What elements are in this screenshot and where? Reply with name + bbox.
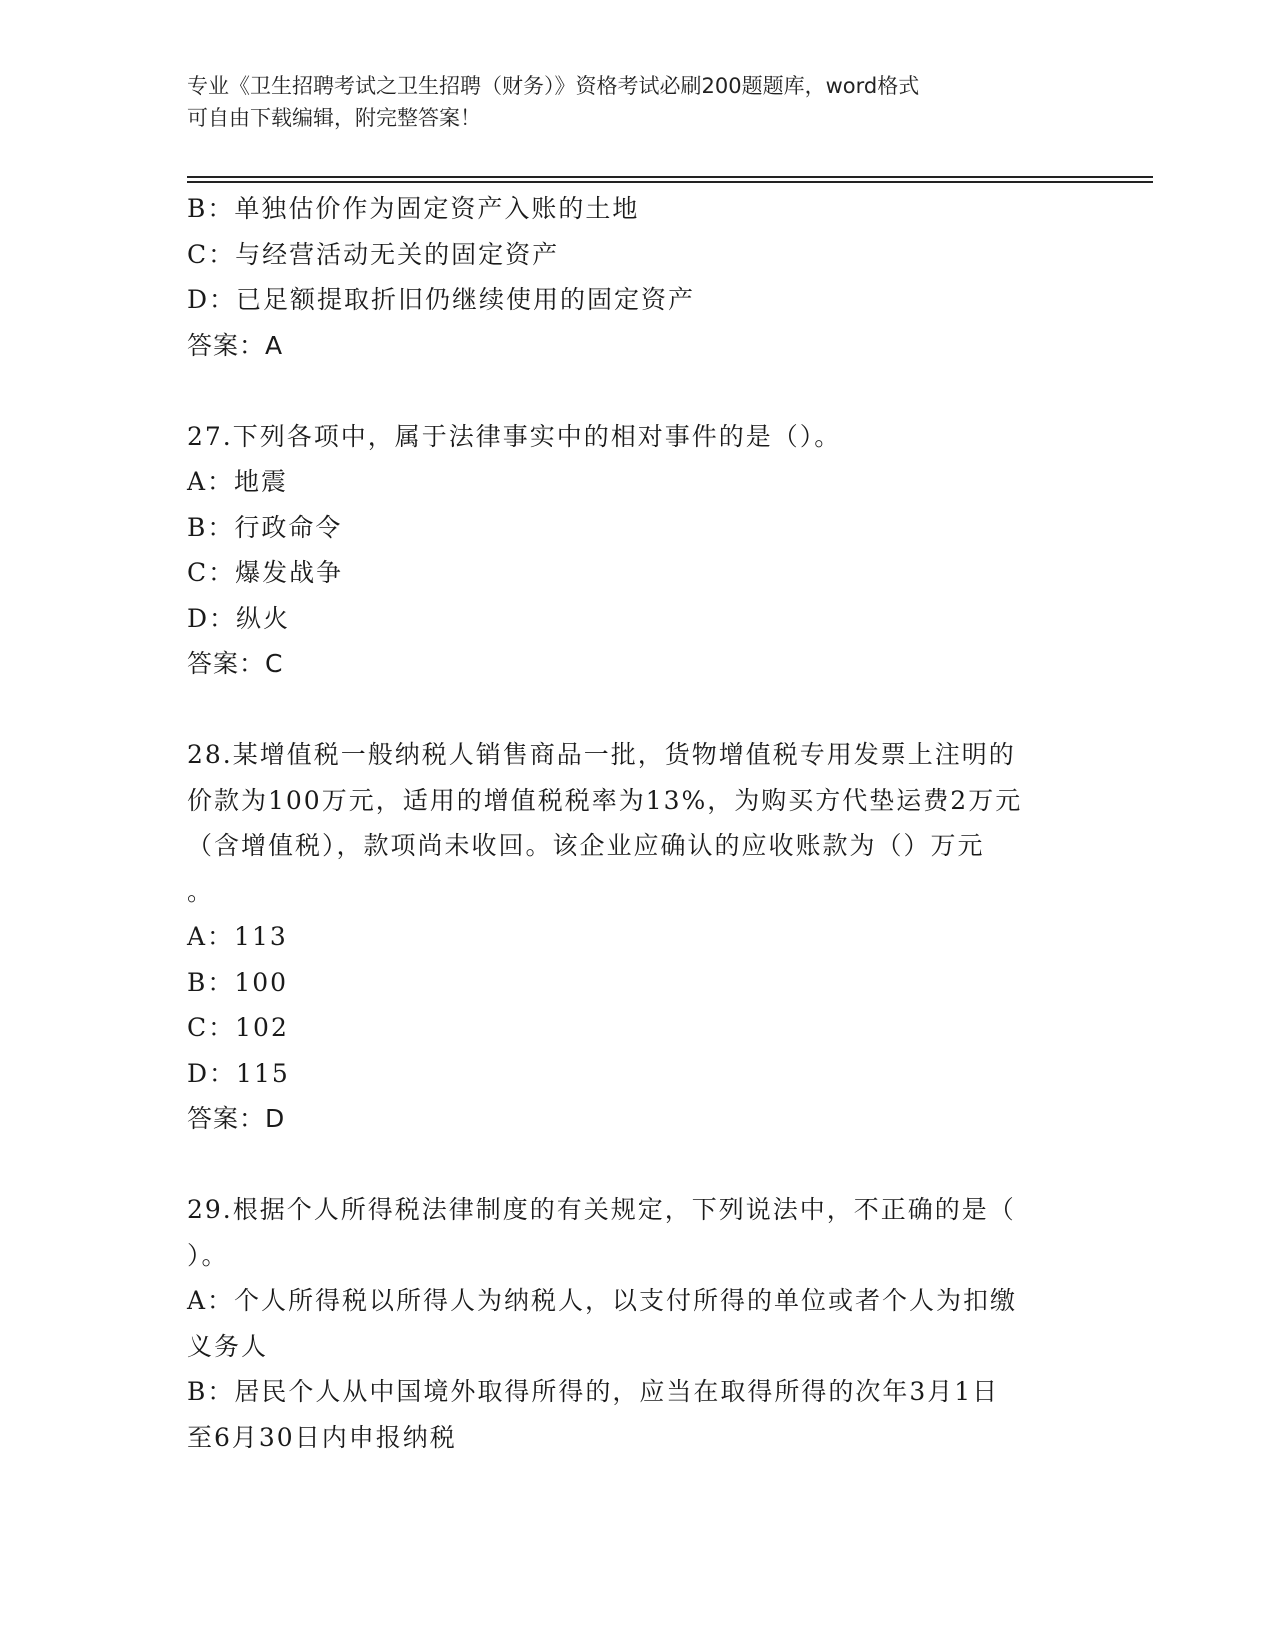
question-28-option-b: B：100 [187,967,289,997]
spacer [187,1142,1087,1188]
question-27-option-a: A：地震 [187,467,289,496]
question-28-option-c: C：102 [187,1013,289,1042]
question-27-option-c: C：爆发战争 [187,558,344,587]
question-28-option-a: A：113 [187,922,288,951]
question-26-tail [187,186,1087,368]
spacer [187,687,1087,733]
question-26-option-b: B：单独估价作为固定资产入账的土地 [187,194,640,223]
question-28-stem-line-2: 价款为100万元，适用的增值税税率为13%，为购买方代垫运费2万元 [187,785,1023,815]
question-27-option-d: D：纵火 [187,603,291,633]
header-divider-top [187,176,1153,178]
question-27-option-b: B：行政命令 [187,512,343,542]
question-29-option-b-line-2: 至6月30日内申报纳税 [187,1422,457,1452]
question-27 [187,414,1087,687]
question-26-option-c: C：与经营活动无关的固定资产 [187,239,560,269]
question-27-answer: 答案：C [187,649,284,678]
question-28-answer: 答案：D [187,1104,286,1133]
question-28-stem-line-3: （含增值税），款项尚未收回。该企业应确认的应收账款为（）万元 [187,831,985,860]
question-29-option-a-line-2: 义务人 [187,1331,269,1361]
header-title-line-1: 专业《卫生招聘考试之卫生招聘（财务）》资格考试必刷200题题库，word格式 [187,74,920,98]
question-29 [187,1187,1087,1460]
spacer [187,368,1087,414]
question-content [187,186,1087,1460]
question-28-stem-line-1: 28.某增值税一般纳税人销售商品一批，货物增值税专用发票上注明的 [187,740,1016,769]
question-27-stem: 27.下列各项中，属于法律事实中的相对事件的是（）。 [187,421,842,451]
question-29-stem-line-1: 29.根据个人所得税法律制度的有关规定，下列说法中，不正确的是（ [187,1195,1016,1224]
question-29-option-b-line-1: B：居民个人从中国境外取得所得的，应当在取得所得的次年3月1日 [187,1377,1000,1406]
page-header [187,70,1087,134]
header-title-line-2: 可自由下载编辑，附完整答案！ [187,106,481,130]
question-29-stem-line-2: ）。 [187,1240,229,1270]
header-divider-bottom [187,181,1153,183]
question-28-option-d: D：115 [187,1058,290,1088]
question-28-stem-line-4: 。 [187,876,215,906]
question-26-option-d: D：已足额提取折旧仍继续使用的固定资产 [187,285,696,314]
question-28 [187,732,1087,1142]
question-29-option-a-line-1: A：个人所得税以所得人为纳税人，以支付所得的单位或者个人为扣缴 [187,1286,1018,1315]
question-26-answer: 答案：A [187,330,284,360]
